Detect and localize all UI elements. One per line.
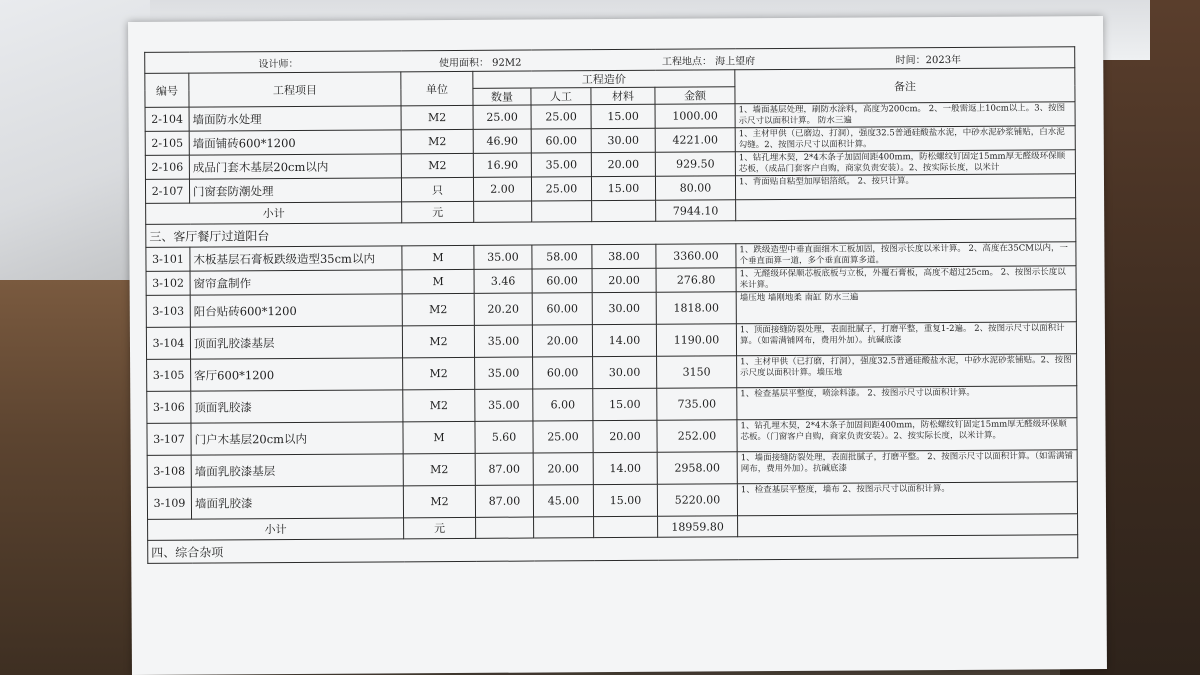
item-qty: 5.60 xyxy=(475,421,533,453)
item-amount: 252.00 xyxy=(657,420,737,452)
item-material: 14.00 xyxy=(593,452,657,484)
item-labor: 60.00 xyxy=(532,293,592,325)
item-code: 3-101 xyxy=(146,247,190,271)
item-note: 1、无醛级环保顺芯板底板与立板，外覆石膏板，高度不超过25cm。 2、按图示长度以米计算。 xyxy=(736,266,1076,292)
item-name: 阳台贴砖600*1200 xyxy=(190,294,402,327)
item-name: 窗帘盒制作 xyxy=(190,270,402,295)
item-unit: M2 xyxy=(403,453,475,485)
item-labor: 60.00 xyxy=(533,357,593,389)
background-wood-left xyxy=(0,280,140,675)
item-code: 2-107 xyxy=(145,179,189,203)
item-labor: 25.00 xyxy=(531,177,591,201)
area-value: 92M2 xyxy=(492,57,522,69)
column-header-qty: 数量 xyxy=(473,88,531,105)
item-qty: 35.00 xyxy=(474,245,532,269)
item-note: 1、检查基层平整度，喷涂料漆。 2、按图示尺寸以面积计算。 xyxy=(737,386,1077,420)
subtotal-label: 小计 xyxy=(148,518,404,541)
item-name: 墙面乳胶漆基层 xyxy=(191,454,403,487)
item-amount: 276.80 xyxy=(656,268,736,292)
item-unit: M2 xyxy=(403,389,475,421)
item-code: 3-102 xyxy=(146,271,190,295)
item-qty: 3.46 xyxy=(474,269,532,293)
item-code: 2-106 xyxy=(145,155,189,179)
quotation-sheet xyxy=(128,16,1107,675)
item-material: 20.00 xyxy=(593,420,657,452)
subtotal-empty-labor xyxy=(534,517,594,538)
item-labor: 25.00 xyxy=(533,421,593,453)
item-note: 1、墙面基层处理，刷防水涂料，高度为200cm。 2、一般需返上10cm以上。3、按图示尺寸以面积计算。 防水三遍 xyxy=(735,102,1075,128)
item-qty: 2.00 xyxy=(473,177,531,201)
item-qty: 46.90 xyxy=(473,129,531,153)
item-name: 顶面乳胶漆 xyxy=(191,390,403,423)
item-labor: 6.00 xyxy=(533,389,593,421)
item-material: 15.00 xyxy=(593,484,657,516)
subtotal-empty-material xyxy=(592,200,656,221)
item-name: 成品门套木基层20cm以内 xyxy=(189,154,401,179)
item-code: 2-104 xyxy=(145,107,189,131)
item-labor: 20.00 xyxy=(533,453,593,485)
subtotal-unit: 元 xyxy=(402,201,474,222)
item-unit: M xyxy=(403,421,475,453)
item-qty: 20.20 xyxy=(474,293,532,325)
item-labor: 35.00 xyxy=(531,153,591,177)
item-qty: 16.90 xyxy=(473,153,531,177)
designer-label: 设计师： xyxy=(258,58,299,70)
item-qty: 25.00 xyxy=(473,105,531,129)
item-unit: M2 xyxy=(401,153,473,177)
item-name: 门户木基层20cm以内 xyxy=(191,422,403,455)
item-name: 墙面防水处理 xyxy=(189,106,401,131)
column-header-amount: 金额 xyxy=(655,87,735,104)
item-code: 3-103 xyxy=(146,295,190,327)
item-note: 墙压地 墙刚地柔 南缸 防水三遍 xyxy=(736,290,1076,324)
time-label: 时间：2023年 xyxy=(895,54,962,66)
item-qty: 35.00 xyxy=(475,389,533,421)
item-unit: M xyxy=(402,269,474,293)
item-material: 38.00 xyxy=(592,244,656,268)
area-info xyxy=(439,53,522,69)
area-label: 使用面积： xyxy=(438,57,489,69)
item-amount: 735.00 xyxy=(657,388,737,420)
item-material: 15.00 xyxy=(593,388,657,420)
item-note: 1、跌级造型中垂直面细木工板加固，按图示长度以米计算。 2、高度在35CM以内，一个垂直面算一道，多个垂直面算多道。 xyxy=(736,242,1076,268)
item-name: 顶面乳胶漆基层 xyxy=(190,326,402,359)
item-code: 3-104 xyxy=(146,327,190,359)
column-header-labor: 人工 xyxy=(531,88,591,105)
item-amount: 80.00 xyxy=(655,176,735,200)
column-header-unit: 单位 xyxy=(401,71,473,105)
item-note: 1、钻孔埋木契，2*4木条子加固间距400mm，防松螺纹钉固定15mm厚无醛级环保顺芯板，（成品门套客户自购，商家负责安装）。2、按实际长度，以米计 xyxy=(735,150,1075,176)
subtotal-amount: 7944.10 xyxy=(656,200,736,221)
column-header-note: 备注 xyxy=(735,68,1075,104)
column-header-material: 材料 xyxy=(591,87,655,104)
item-code: 3-109 xyxy=(147,487,191,519)
item-unit: M2 xyxy=(403,357,475,389)
item-labor: 45.00 xyxy=(533,485,593,517)
section-title: 三、客厅餐厅过道阳台 xyxy=(146,219,1076,248)
subtotal-empty-material xyxy=(594,516,658,537)
item-code: 3-108 xyxy=(147,455,191,487)
item-amount: 1000.00 xyxy=(655,104,735,128)
item-material: 30.00 xyxy=(593,356,657,388)
item-unit: M xyxy=(402,245,474,269)
item-code: 3-107 xyxy=(147,423,191,455)
item-amount: 3150 xyxy=(657,356,737,388)
item-name: 墙面铺砖600*1200 xyxy=(189,130,401,155)
item-unit: M2 xyxy=(401,105,473,129)
item-labor: 60.00 xyxy=(532,269,592,293)
item-labor: 25.00 xyxy=(531,105,591,129)
item-amount: 1190.00 xyxy=(656,324,736,356)
item-unit: M2 xyxy=(402,325,474,357)
item-material: 15.00 xyxy=(591,176,655,200)
item-material: 20.00 xyxy=(591,152,655,176)
subtotal-amount: 18959.80 xyxy=(658,516,738,537)
item-amount: 3360.00 xyxy=(656,244,736,268)
subtotal-empty-qty xyxy=(476,517,534,538)
item-qty: 87.00 xyxy=(475,485,533,517)
quotation-table xyxy=(144,46,1078,564)
subtotal-empty-note xyxy=(736,198,1076,221)
subtotal-empty-note xyxy=(738,514,1078,537)
item-name: 木板基层石膏板跌级造型35cm以内 xyxy=(190,246,402,271)
item-note: 1、钻孔埋木契，2*4木条子加固间距400mm，防松螺纹钉固定15mm厚无醛级环保顺芯板。（门窗客户自购，商家负责安装）。2、按实际长度，以米计算。 xyxy=(737,418,1077,452)
item-amount: 4221.00 xyxy=(655,128,735,152)
item-material: 30.00 xyxy=(591,128,655,152)
item-name: 墙面乳胶漆 xyxy=(191,486,403,519)
column-header-code: 编号 xyxy=(145,73,189,107)
item-code: 2-105 xyxy=(145,131,189,155)
site-label: 工程地点： xyxy=(661,55,712,68)
item-name: 客厅600*1200 xyxy=(191,358,403,391)
item-code: 3-105 xyxy=(147,359,191,391)
site-info xyxy=(662,52,755,68)
item-note: 1、主材甲供（已打磨，打洞），强度32.5普通硅酸盐水泥，中砂水泥砂浆铺贴。2、按图示尺度以面积计算。墙压地 xyxy=(737,354,1077,388)
item-amount: 5220.00 xyxy=(657,484,737,516)
item-qty: 87.00 xyxy=(475,453,533,485)
item-unit: 只 xyxy=(401,177,473,201)
item-material: 20.00 xyxy=(592,268,656,292)
item-note: 1、墙面接缝防裂处理，表面批腻子，打磨平整。 2、按图示尺寸以面积计算。（如需满铺网布，费用外加）。抗碱底漆 xyxy=(737,450,1077,484)
subtotal-empty-qty xyxy=(474,201,532,222)
item-labor: 58.00 xyxy=(532,245,592,269)
item-material: 14.00 xyxy=(592,324,656,356)
item-name: 门窗套防潮处理 xyxy=(189,178,401,203)
item-qty: 35.00 xyxy=(475,357,533,389)
item-amount: 1818.00 xyxy=(656,292,736,324)
section-title: 四、综合杂项 xyxy=(148,535,1078,564)
item-qty: 35.00 xyxy=(474,325,532,357)
item-labor: 20.00 xyxy=(532,325,592,357)
item-material: 30.00 xyxy=(592,292,656,324)
item-note: 1、背面贴自粘型加厚铝箔纸。 2、按只计算。 xyxy=(735,174,1075,200)
item-unit: M2 xyxy=(402,293,474,325)
subtotal-label: 小计 xyxy=(146,202,402,225)
subtotal-unit: 元 xyxy=(404,517,476,538)
item-amount: 2958.00 xyxy=(657,452,737,484)
item-code: 3-106 xyxy=(147,391,191,423)
item-note: 1、顶面接缝防裂处理，表面批腻子，打磨平整，重复1-2遍。 2、按图示尺寸以面积计算。（如需满铺网布，费用外加）。抗碱底漆 xyxy=(736,322,1076,356)
item-amount: 929.50 xyxy=(655,152,735,176)
subtotal-empty-labor xyxy=(532,201,592,222)
item-unit: M2 xyxy=(401,129,473,153)
item-labor: 60.00 xyxy=(531,129,591,153)
item-note: 1、检查基层平整度，墙布 2、按图示尺寸以面积计算。 xyxy=(737,482,1077,516)
item-unit: M2 xyxy=(403,485,475,517)
column-header-cost: 工程造价 xyxy=(473,70,735,89)
item-material: 15.00 xyxy=(591,104,655,128)
item-note: 1、主材甲供（已磨边、打洞），强度32.5普通硅酸盐水泥，中砂水泥砂浆铺贴，白水泥勾缝。2、按图示尺寸以面积计算。 xyxy=(735,126,1075,152)
section-header-misc xyxy=(148,535,1078,564)
column-header-item: 工程项目 xyxy=(189,72,401,107)
site-value: 海上望府 xyxy=(715,55,756,67)
